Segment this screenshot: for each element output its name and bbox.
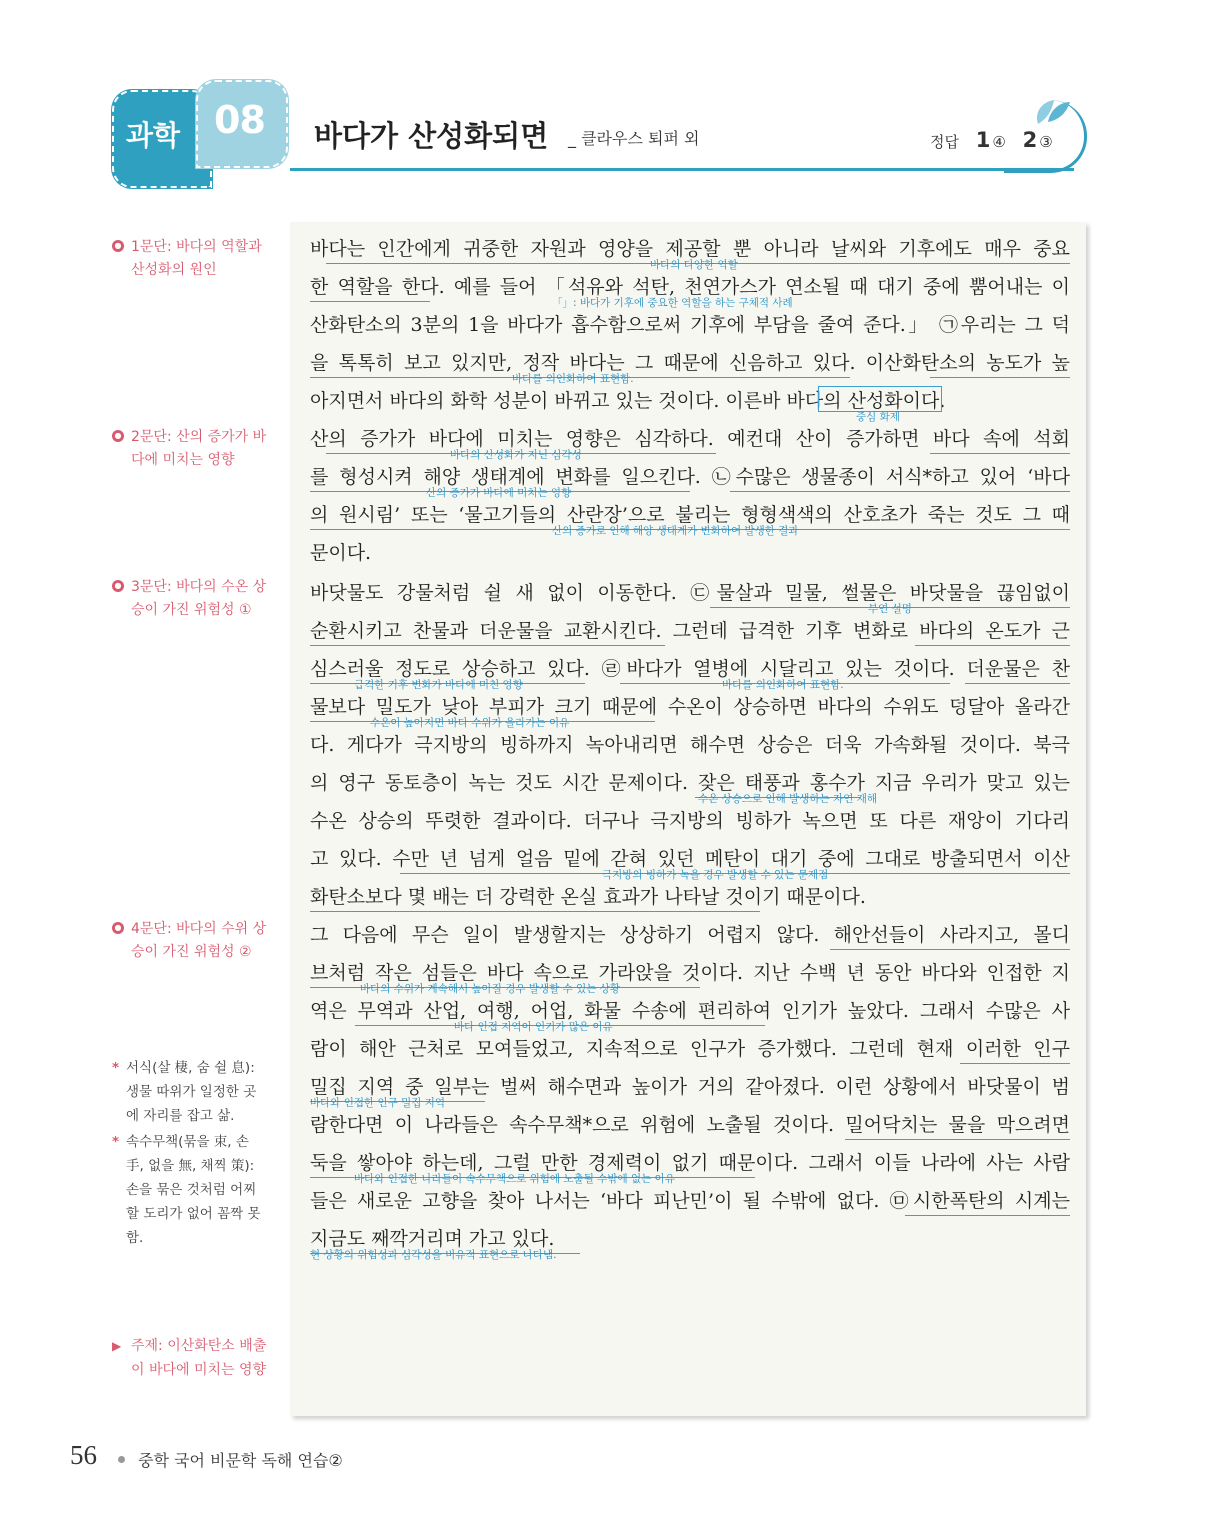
passage-line: 순환시키고 찬물과 더운물을 교환시킨다. 그런데 급격한 기후 변화로 바다의 온도가 근 <box>310 620 1070 642</box>
passage-line: 지금도 째깍거리며 가고 있다. <box>310 1228 555 1250</box>
passage-line: 바닷물도 강물처럼 쉴 새 없이 이동한다. ㉢물살과 밀물, 썰물은 바닷물을 끊임없이 <box>310 582 1070 604</box>
triangle-icon: ▶ <box>112 1339 122 1353</box>
annotation: 바다를 의인화하여 표현함. <box>722 679 844 691</box>
lesson-number-badge <box>196 80 288 168</box>
passage-line: 람한다면 이 나라들은 속수무책*으로 위험에 노출될 것이다. 밀어닥치는 물을 막으려면 <box>310 1114 1070 1136</box>
answer1-value: ④ <box>992 133 1006 151</box>
header-rule <box>290 168 1074 171</box>
passage-line: 심스러울 정도로 상승하고 있다. ㉣바다가 열병에 시달리고 있는 것이다. 더운물은 찬 <box>310 658 1070 680</box>
annotation: 바다와 인접한 나라들이 속수무책으로 위험에 노출될 수밖에 없는 이유 <box>354 1173 675 1185</box>
theme-summary: ▶ 주제: 이산화탄소 배출이 바다에 미치는 영향 <box>112 1334 272 1382</box>
passage-line: 의 원시림’ 또는 ‘물고기들의 산란장’으로 불리는 형형색색의 산호초가 죽는 것도 그 때 <box>310 504 1070 526</box>
dot-separator <box>118 1456 125 1463</box>
annotation: 산의 증가가 바다에 미치는 영향 <box>426 487 572 499</box>
annotation: 급격한 기후 변화가 바다에 미친 영향 <box>354 679 523 691</box>
paragraph-summary-1: ● 1문단: 바다의 역할과 산성화의 원인 <box>112 236 272 282</box>
passage-line: 문이다. <box>310 542 372 564</box>
answer1-number: 1 <box>975 128 991 152</box>
bullet-icon: ● <box>112 430 124 442</box>
passage-line: 역은 무역과 산업, 여행, 어업, 화물 수송에 편리하여 인기가 높았다. 그래서 수많은 사 <box>310 1000 1070 1022</box>
vocab-note-2: * 속수무책(묶을 束, 손 手, 없을 無, 채찍 策): 손을 묶은 것처럼 어찌할 도리가 없어 꼼짝 못 함. <box>112 1130 268 1250</box>
passage-line: 의 영구 동토층이 녹는 것도 시간 문제이다. 잦은 태풍과 홍수가 지금 우리가 맞고 있는 <box>310 772 1070 794</box>
vocab-note-1: * 서식(살 棲, 숨 쉴 息): 생물 따위가 일정한 곳에 자리를 잡고 삶. <box>112 1056 268 1128</box>
page-number: 56 <box>70 1440 97 1470</box>
annotation: 「」: 바다가 기후에 중요한 역할을 하는 구체적 사례 <box>552 297 793 309</box>
underline <box>930 377 1070 378</box>
passage-line: 둑을 쌓아야 하는데, 그럴 만한 경제력이 없기 때문이다. 그래서 이들 나라에 사는 사람 <box>310 1152 1070 1174</box>
passage-line: 람이 해안 근처로 모여들었고, 지속적으로 인구가 증가했다. 그런데 현재 이러한 인구 <box>310 1038 1070 1060</box>
bullet-icon: ● <box>112 580 124 592</box>
annotation: 바다와 인접한 인구 밀집 지역 <box>310 1097 446 1109</box>
annotation: 수온이 높아지면 바다 수위가 올라가는 이유 <box>370 717 570 729</box>
passage-line: 다. 게다가 극지방의 빙하까지 녹아내리면 해수면 상승은 더욱 가속화될 것이다. 북극 <box>310 734 1070 756</box>
paragraph-summary-4: ● 4문단: 바다의 수위 상승이 가진 위험성 ② <box>112 918 272 964</box>
underline <box>730 491 1070 492</box>
passage-line: 고 있다. 수만 년 넘게 얼음 밑에 갇혀 있던 메탄이 대기 중에 그대로 방출되면서 이산 <box>310 848 1070 870</box>
answer2-value: ③ <box>1039 133 1053 151</box>
passage-line: 를 형성시켜 해양 생태계에 변화를 일으킨다. ㉡수많은 생물종이 서식*하고 있어 ‘바다 <box>310 466 1070 488</box>
passage-line: 수온 상승의 뚜렷한 결과이다. 더구나 극지방의 빙하가 녹으면 또 다른 재앙이 기다리 <box>310 810 1070 832</box>
answer-label: 정답 <box>930 133 959 151</box>
underline <box>915 645 1070 646</box>
underline <box>310 645 665 646</box>
passage-line: 브처럼 작은 섬들은 바다 속으로 가라앉을 것이다. 지난 수백 년 동안 바다와 인접한 지 <box>310 962 1070 984</box>
passage-line: 을 톡톡히 보고 있지만, 정작 바다는 그 때문에 신음하고 있다. 이산화탄소의 농도가 높 <box>310 352 1070 374</box>
annotation: 현 상황의 위험성과 심각성을 비유적 표현으로 나타냄. <box>310 1249 557 1261</box>
underline <box>965 683 1070 684</box>
underline <box>310 301 430 302</box>
paragraph-summary-3: ● 3문단: 바다의 수온 상승이 가진 위험성 ① <box>112 576 272 622</box>
passage-line: 산의 증가가 바다에 미치는 영향은 심각하다. 예컨대 산이 증가하면 바다 속에 석회 <box>310 428 1070 450</box>
asterisk-icon: * <box>112 1134 120 1150</box>
leaf-icon <box>1030 96 1072 126</box>
bullet-icon: ● <box>112 922 124 934</box>
asterisk-icon: * <box>112 1060 120 1076</box>
underline <box>845 1139 1070 1140</box>
subject-label: 과학 <box>126 119 181 152</box>
annotation: 산의 증가로 인해 해양 생태계가 변화하여 발생한 결과 <box>552 525 799 537</box>
annotation: 부연 설명 <box>868 603 912 615</box>
book-title: 중학 국어 비문학 독해 연습② <box>138 1451 343 1470</box>
author: _ 클라우스 퇴퍼 외 <box>568 129 700 148</box>
underline <box>905 1215 1070 1216</box>
passage-line: 산화탄소의 3분의 1을 바다가 흡수함으로써 기후에 부담을 줄여 준다.」 ㉠우리는 그 덕 <box>310 314 1070 336</box>
passage-line: 들은 새로운 고향을 찾아 나서는 ‘바다 피난민’이 될 수밖에 없다. ㉤시한폭탄의 시계는 <box>310 1190 1070 1212</box>
passage-line: 아지면서 바다의 화학 성분이 바뀌고 있는 것이다. 이른바 바다의 산성화이다. <box>310 390 946 412</box>
annotation: 바다를 의인화하여 표현함. <box>512 373 634 385</box>
annotation: 중심 화제 <box>856 411 900 423</box>
passage-line: 바다는 인간에게 귀중한 자원과 영양을 제공할 뿐 아니라 날씨와 기후에도 매우 중요 <box>310 238 1070 260</box>
annotation: 바다의 수위가 계속해서 높아질 경우 발생할 수 있는 상황 <box>360 983 620 995</box>
annotation: 바다 인접 지역이 인기가 많은 이유 <box>454 1021 613 1033</box>
annotation: 바다의 산성화가 지닌 심각성 <box>450 449 582 461</box>
lesson-number: 08 <box>214 98 265 142</box>
underline <box>930 453 1070 454</box>
annotation: 바다의 다양한 역할 <box>650 259 738 271</box>
paragraph-summary-2: ● 2문단: 산의 증가가 바다에 미치는 영향 <box>112 426 272 472</box>
underline <box>310 911 760 912</box>
underline <box>960 1063 1070 1064</box>
passage-line: 그 다음에 무슨 일이 발생할지는 상상하기 어렵지 않다. 해안선들이 사라지고, 몰디 <box>310 924 1070 946</box>
bullet-icon: ● <box>112 240 124 252</box>
passage-line: 화탄소보다 몇 배는 더 강력한 온실 효과가 나타날 것이기 때문이다. <box>310 886 866 908</box>
annotation: 극지방의 빙하가 녹을 경우 발생할 수 있는 문제점 <box>602 869 829 881</box>
answer2-number: 2 <box>1022 128 1038 152</box>
annotation: 수온 상승으로 인해 발생하는 자연 재해 <box>698 793 877 805</box>
page-title: 바다가 산성화되면 <box>314 119 549 153</box>
passage-panel <box>290 222 1086 1416</box>
passage-line: 한 역할을 한다. 예를 들어 「석유와 석탄, 천연가스가 연소될 때 대기 중에 뿜어내는 이 <box>310 276 1070 298</box>
passage-line: 밀집 지역 중 일부는 벌써 해수면과 높이가 거의 같아졌다. 이런 상황에서 바닷물이 범 <box>310 1076 1070 1098</box>
key-term-box <box>818 386 942 412</box>
passage-line: 물보다 밀도가 낮아 부피가 크기 때문에 수온이 상승하면 바다의 수위도 덩달아 올라간 <box>310 696 1070 718</box>
answer-key <box>930 128 1053 152</box>
underline <box>830 949 1070 950</box>
